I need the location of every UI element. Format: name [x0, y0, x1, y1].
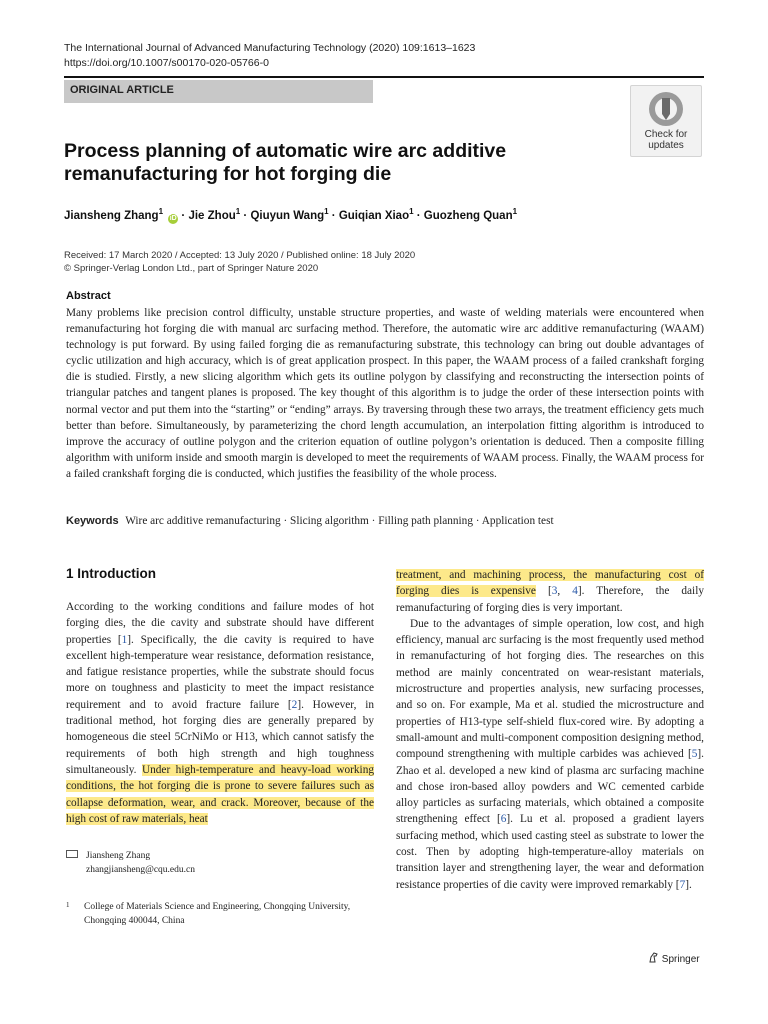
- paragraph: [66, 599, 374, 827]
- springer-horse-icon: [648, 952, 659, 963]
- paragraph: treatment, and machining process, the manufacturing cost of forging dies is expensive [3, 4]. Therefore, the daily remanufacturing of forging dies is very important.: [396, 569, 704, 614]
- crossmark-icon: [647, 90, 685, 128]
- text-run: According to the working conditions and failure modes of hot forging dies, the die cavity and substrate should have different properties [: [66, 601, 374, 646]
- body-column-left: [66, 599, 374, 827]
- text-run: ].: [685, 878, 692, 891]
- text-run: ]. Zhao et al. developed a new kind of plasma arc surfacing machine and chose iron-based alloy powders and WC cemented carbide alloy particles as surfacing materials, which obtained a composite strengthening effect [: [396, 748, 704, 826]
- highlighted-text: Under high-temperature and heavy-load working conditions, the hot forging die is prone to severe failures such as collapse deformation, wear, and crack. Moreover, because of the high cost of raw materials, heat: [66, 763, 374, 825]
- affiliation-number: 1: [66, 901, 70, 909]
- citation-link[interactable]: 5: [691, 748, 698, 761]
- citation-link[interactable]: 4: [572, 585, 578, 598]
- citation-link[interactable]: 2: [291, 698, 298, 711]
- author-affiliation-mark: 1: [409, 207, 414, 216]
- article-type-banner: ORIGINAL ARTICLE: [64, 80, 373, 103]
- author-name[interactable]: Guozheng Quan: [423, 209, 513, 222]
- author-name[interactable]: Jiansheng Zhang: [64, 209, 159, 222]
- body-column-right: [396, 567, 704, 893]
- badge-line-2: updates: [648, 140, 684, 151]
- section-heading: 1 Introduction: [66, 566, 156, 581]
- text-run: ]. Specifically, the die cavity is required to have excellent high-temperature wear resistance, deformation resistance, and fatigue resistance properties, while the substrate should focus more on toughness and plasticity to meet the impact resistance requirement and to avoid fracture failure [: [66, 633, 374, 711]
- publisher-logo: [648, 952, 700, 965]
- affiliation-text: College of Materials Science and Engineering, Chongqing University, Chongqing 400044, China: [84, 902, 351, 926]
- text-run: ]. Lu et al. proposed a gradient layers surfacing method, which used casting steel as substrate to lower the cost. Then by adopting high-temperature-alloy materials on transition layer and strengthening layer, the wear and deformation resistance properties of die cavity were improved remarkably [: [396, 813, 704, 891]
- orcid-icon[interactable]: iD: [169, 214, 177, 222]
- abstract-text: Many problems like precision control difficulty, unstable structure properties, and waste of welding materials were encountered when remanufacturing hot forging die with manual arc surfacing method. Therefore, the automatic wire arc additive remanufacturing (WAAM) technology is put forward. By using failed forging die as remanufacturing substrate, this technology can bring out double advantages of cyclic utilization and high accuracy, which is of great application prospect. In this paper, the WAAM process of a failed crankshaft forging die is studied. Firstly, a new slicing algorithm which gets its outline polygon by classifying and reconstructing the intersection points of triangular patches and tangent planes is proposed. The key thought of this algorithm is to judge the order of these intersection points with normal vector and put them into the “starting” or “ending” arrays. By traversing through these two arrays, the treatment efficiency gets much better than before. Simultaneously, by parameterizing the chord length accumulation, an interpolation fitting algorithm is introduced to improve the accuracy of outline polygon and the criterion equation of outline polygon’s orientation is deduced. Then a composite filling algorithm with uniform inside and smooth margin is developed to meet the requirements of WAAM process. Finally, the WAAM process for a failed crankshaft forging die is conducted, which justifies the feasibility of the whole process.: [66, 307, 704, 480]
- author-name[interactable]: Guiqian Xiao: [338, 209, 410, 222]
- keywords-label: Keywords: [66, 515, 119, 527]
- publication-dates: [64, 249, 415, 275]
- badge-line-1: Check for: [644, 129, 688, 140]
- author-affiliation-mark: 1: [512, 207, 518, 216]
- journal-header: [64, 41, 475, 71]
- copyright-line: © Springer-Verlag London Ltd., part of Springer Nature 2020: [64, 263, 319, 274]
- text-run: ]. Therefore, the daily remanufacturing of forging dies is very important.: [396, 585, 704, 614]
- citation-link[interactable]: 6: [500, 813, 507, 826]
- keywords-list: Wire arc additive remanufacturing · Slicing algorithm · Filling path planning · Application test: [125, 515, 554, 527]
- keywords-line: [66, 515, 704, 527]
- check-for-updates-badge[interactable]: [630, 85, 702, 157]
- author-affiliation-mark: 1: [235, 207, 241, 216]
- author-affiliation-mark: 1: [324, 207, 329, 216]
- paragraph: [396, 616, 704, 893]
- author-affiliation-mark: 1: [158, 207, 164, 216]
- citation-link[interactable]: 7: [679, 878, 686, 891]
- text-run: [: [535, 585, 552, 598]
- envelope-icon: [66, 850, 78, 858]
- contact-email[interactable]: zhangjiansheng@cqu.edu.cn: [86, 865, 195, 875]
- highlighted-text: treatment, and machining process, the manufacturing cost of forging dies is expensive: [396, 569, 704, 598]
- paper-title: Process planning of automatic wire arc additive remanufacturing for hot forging die: [64, 140, 507, 185]
- author-name[interactable]: Qiuyun Wang: [250, 209, 325, 222]
- citation-link[interactable]: 1: [121, 633, 128, 646]
- journal-citation: The International Journal of Advanced Manufacturing Technology (2020) 109:1613–1623: [64, 42, 476, 54]
- citation-link[interactable]: 3: [551, 585, 558, 598]
- affiliation-note: [66, 900, 366, 928]
- doi-link[interactable]: https://doi.org/10.1007/s00170-020-05766-0: [64, 57, 269, 69]
- contact-name: Jiansheng Zhang: [86, 851, 151, 861]
- abstract-heading: Abstract: [66, 290, 111, 302]
- text-run: Due to the advantages of simple operation, low cost, and high efficiency, manual arc surfacing is the most frequently used method in remanufacturing of hot forging dies. The researches on this method are mainly concentrated on wear-resistant materials, microstructure and properties analysis, new surfacing processes, and so on. For example, Ma et al. studied the microstructure and properties of H13-type self-shield flux-cored wire. By adopting a small-amount and multi-component composition designing method, compound strengthening with multiple carbides was achieved [: [396, 617, 704, 761]
- author-name[interactable]: Jie Zhou: [188, 209, 236, 222]
- badge-label: [631, 129, 701, 151]
- publisher-name: Springer: [661, 954, 700, 965]
- corresponding-author-note: [66, 849, 195, 877]
- history-dates: Received: 17 March 2020 / Accepted: 13 July 2020 / Published online: 18 July 2020: [64, 250, 416, 261]
- header-rule: [64, 76, 704, 78]
- author-list: Jiansheng Zhang$^1$ iD · Jie Zhou$^1$ · Qiuyun Wang$^1$ · Guiqian Xiao$^1$ · Guozheng Quan$^1$: [64, 207, 518, 222]
- text-run: ]. However, in traditional method, hot forging dies are generally prepared by homogeneous die steel 5CrNiMo or H13, which cannot satisfy the requirements of both high strength and high toughness simultaneously.: [66, 698, 374, 776]
